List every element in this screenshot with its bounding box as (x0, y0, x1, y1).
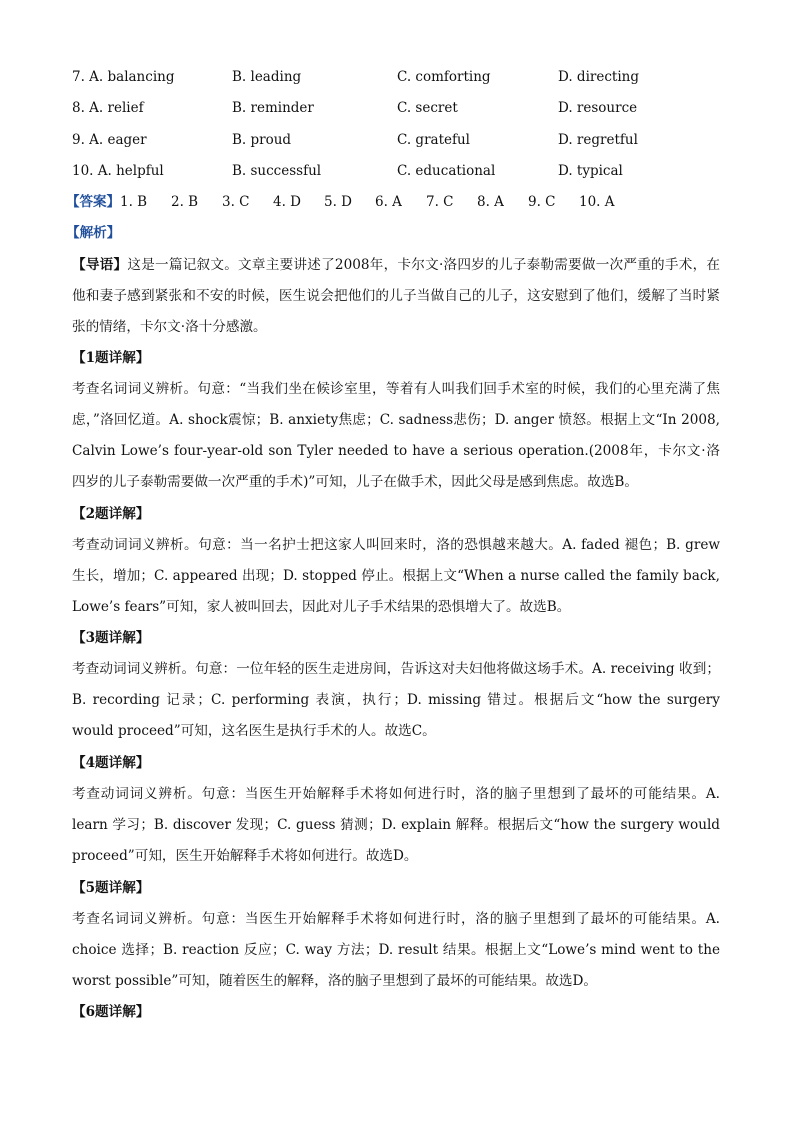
detail-title-2: 【2题详解】 (72, 506, 150, 522)
answer-item: 9. C (528, 194, 556, 210)
option-c: C. secret (397, 100, 458, 116)
answer-item: 2. B (171, 194, 199, 210)
answer-item: 10. A (579, 194, 615, 210)
analysis-label: 【解析】 (66, 225, 121, 241)
option-b: B. proud (232, 132, 292, 148)
option-a: 10. A. helpful (72, 163, 164, 179)
detail-text-2: 考查动词词义辨析。句意：当一名护士把这家人叫回来时，洛的恐惧越来越大。A. faded 褪色；B. grew 生长，增加；C. appeared 出现；D. stopped 停止。根据上文“When a nurse called the family back, Lowe’s fears”可知，家人被叫回去，因此对儿子手术结果的恐惧增大了。故选B。 (72, 537, 720, 615)
intro-paragraph (72, 250, 720, 343)
detail-text-5: 考查名词词义辨析。句意：当医生开始解释手术将如何进行时，洛的脑子里想到了最坏的可能结果。A. choice 选择；B. reaction 反应；C. way 方法；D. result 结果。根据上文“Lowe’s mind went to the worst possible”可知，随着医生的解释，洛的脑子里想到了最坏的可能结果。故选D。 (72, 911, 720, 989)
option-a: 7. A. balancing (72, 69, 175, 85)
intro-label: 【导语】 (72, 257, 128, 273)
option-c: C. comforting (397, 69, 491, 85)
answer-item: 6. A (375, 194, 402, 210)
option-a: 9. A. eager (72, 132, 147, 148)
option-c: C. grateful (397, 132, 470, 148)
answer-item: 8. A (477, 194, 504, 210)
answer-item: 4. D (273, 194, 301, 210)
detail-title-5: 【5题详解】 (72, 880, 150, 896)
option-d: D. directing (558, 69, 639, 85)
option-a: 8. A. relief (72, 100, 144, 116)
intro-text: 这是一篇记叙文。文章主要讲述了2008年，卡尔文·洛四岁的儿子泰勒需要做一次严重的手术，在他和妻子感到紧张和不安的时候，医生说会把他们的儿子当做自己的儿子，这安慰到了他们，缓解了当时紧张的情绪，卡尔文·洛十分感激。 (72, 257, 721, 335)
option-d: D. regretful (558, 132, 638, 148)
detail-title-1: 【1题详解】 (72, 350, 150, 366)
detail-text-3: 考查动词词义辨析。句意：一位年轻的医生走进房间，告诉这对夫妇他将做这场手术。A. receiving 收到；B. recording 记录；C. performing 表演，执行；D. missing 错过。根据后文“how the surgery would proceed”可知，这名医生是执行手术的人。故选C。 (72, 661, 720, 739)
detail-text-1: 考查名词词义辨析。句意：“当我们坐在候诊室里，等着有人叫我们回手术室的时候，我们的心里充满了焦虑，”洛回忆道。A. shock震惊；B. anxiety焦虑；C. sadness悲伤；D. anger 愤怒。根据上文“In 2008, Calvin Lowe’s four-year-old son Tyler needed to have a serious operation.(2008年，卡尔文·洛四岁的儿子泰勒需要做一次严重的手术)”可知，儿子在做手术，因此父母是感到焦虑。故选B。 (72, 381, 720, 490)
detail-title-4: 【4题详解】 (72, 755, 150, 771)
option-d: D. typical (558, 163, 623, 179)
detail-title-6: 【6题详解】 (72, 1004, 150, 1020)
option-b: B. successful (232, 163, 322, 179)
option-b: B. leading (232, 69, 302, 85)
detail-title-3: 【3题详解】 (72, 630, 150, 646)
answer-item: 1. B (120, 194, 148, 210)
answer-item: 7. C (426, 194, 454, 210)
answer-item: 3. C (222, 194, 250, 210)
option-b: B. reminder (232, 100, 314, 116)
option-d: D. resource (558, 100, 638, 116)
option-c: C. educational (397, 163, 496, 179)
answer-item: 5. D (324, 194, 352, 210)
answer-row (66, 192, 734, 212)
detail-text-4: 考查动词词义辨析。句意：当医生开始解释手术将如何进行时，洛的脑子里想到了最坏的可能结果。A. learn 学习；B. discover 发现；C. guess 猜测；D. explain 解释。根据后文“how the surgery would proceed”可知，医生开始解释手术将如何进行。故选D。 (72, 786, 720, 864)
answer-label: 【答案】 (66, 194, 120, 210)
